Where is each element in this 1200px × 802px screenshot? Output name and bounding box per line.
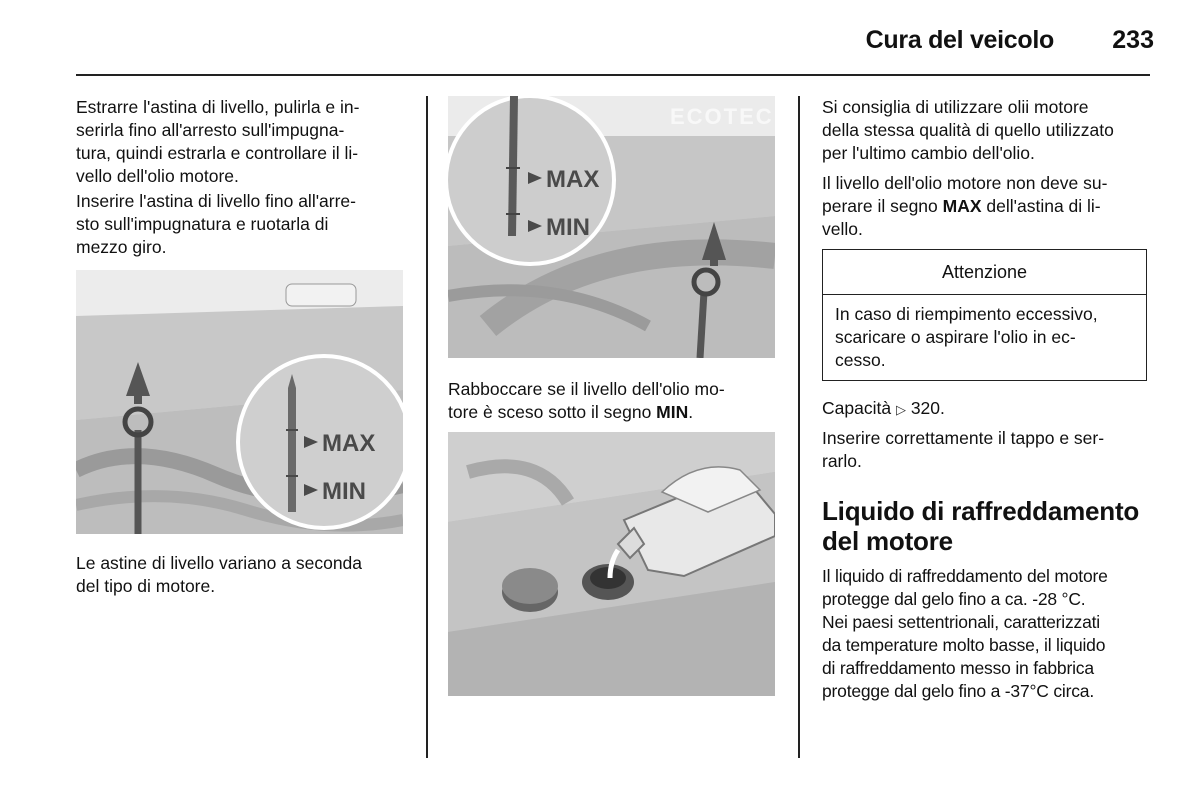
- oil-min-label: MIN: [546, 214, 590, 241]
- paragraph-dipstick-extract: Estrarre l'astina di livello, pulirla e in- serirla fino all'arresto sull'impugna- tura, quindi estrarla e controllare il li- vello dell'olio motore.: [76, 97, 360, 186]
- paragraph-capacity: Capacità ▷ 320.: [822, 398, 945, 418]
- page-number: 233: [1112, 26, 1154, 54]
- column-divider-1: [426, 96, 428, 758]
- paragraph-cap-closing: Inserire correttamente il tappo e ser- rarlo.: [822, 428, 1105, 471]
- page-reference-arrow-icon: ▷: [895, 402, 906, 417]
- dipstick-max-label: MAX: [322, 430, 376, 457]
- engine-cover-text: ECOTEC: [670, 104, 774, 129]
- column-divider-2: [798, 96, 800, 758]
- oil-max-label: MAX: [546, 166, 600, 193]
- paragraph-dipstick-insert: Inserire l'astina di livello fino all'arre- sto sull'impugnatura e ruotarla di mezzo giro.: [76, 191, 356, 257]
- paragraph-coolant: Il liquido di raffreddamento del motore protegge dal gelo fino a ca. -28 °C. Nei paesi settentrionali, caratterizzati da temperature molto basse, il liquido di raffreddamento messo in fabbrica protegge dal gelo fino a -37°C circa.: [822, 566, 1108, 701]
- capacity-page-link[interactable]: 320.: [910, 398, 945, 418]
- paragraph-oil-quality: Si consiglia di utilizzare olii motore della stessa qualità di quello utilizzato per l'ultimo cambio dell'olio.: [822, 97, 1114, 163]
- section-heading-coolant: Liquido di raffreddamento del motore: [822, 496, 1140, 556]
- caution-title: Attenzione: [823, 250, 1146, 295]
- header-divider: [76, 74, 1150, 76]
- caution-box: [822, 249, 1147, 381]
- paragraph-top-up: Rabboccare se il livello dell'olio mo- tore è sceso sotto il segno MIN.: [448, 379, 725, 422]
- figure-oil-level-marks: [448, 96, 775, 358]
- dipstick-min-label: MIN: [322, 478, 366, 505]
- paragraph-max-level: Il livello dell'olio motore non deve su- perare il segno MAX dell'astina di li- vello.: [822, 173, 1108, 239]
- caution-text: In caso di riempimento eccessivo, scaricare o aspirare l'olio in ec- cesso.: [835, 304, 1098, 370]
- section-title: Cura del veicolo: [865, 26, 1054, 54]
- figure-oil-filling: [448, 432, 775, 696]
- paragraph-dipstick-variants: Le astine di livello variano a seconda del tipo di motore.: [76, 553, 363, 596]
- figure-dipstick-check: [76, 270, 403, 534]
